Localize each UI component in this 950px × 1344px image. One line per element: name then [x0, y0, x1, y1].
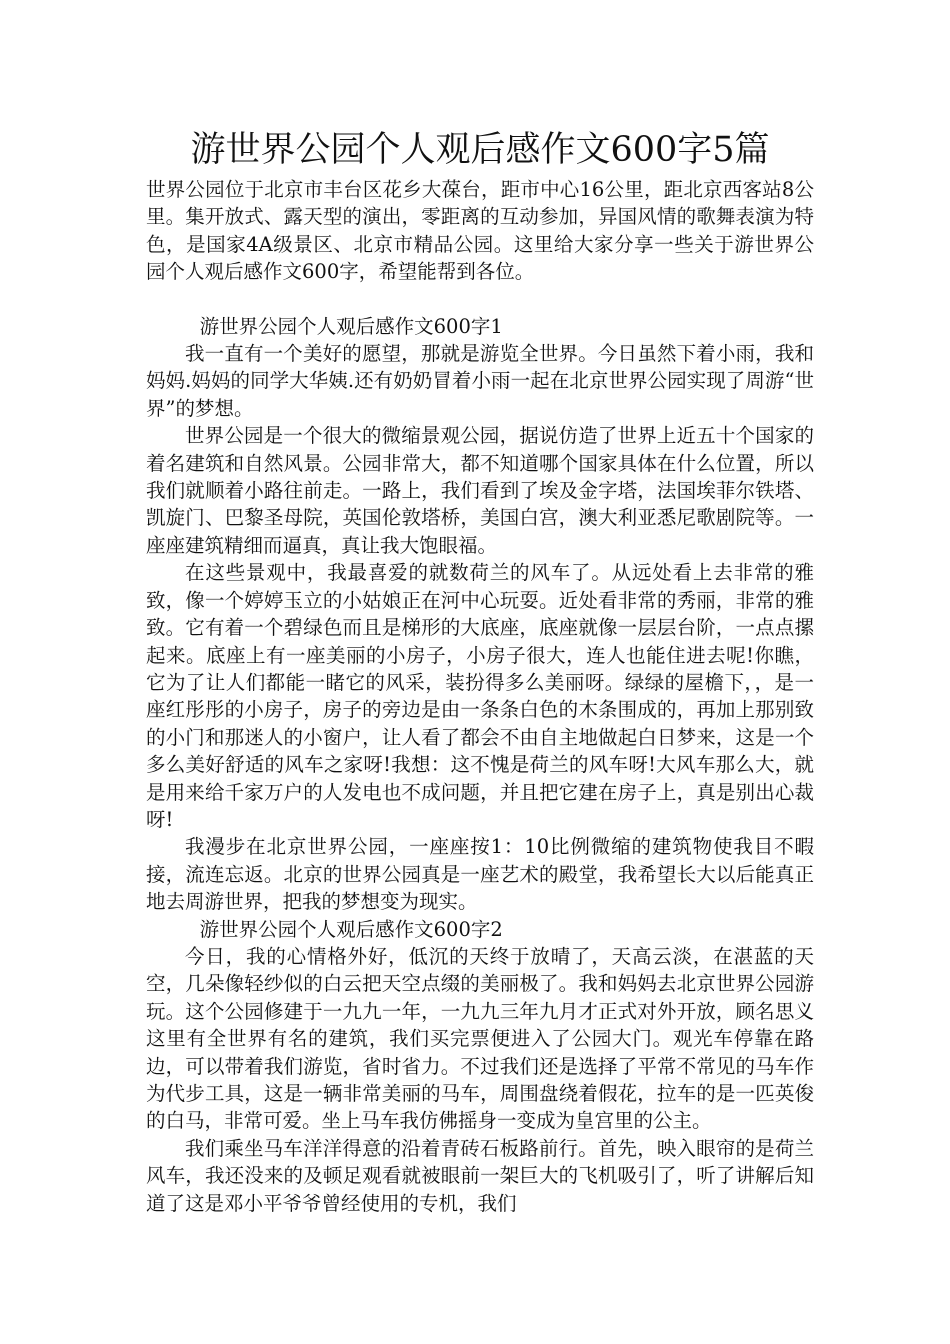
section-2-heading: 游世界公园个人观后感作文600字2: [199, 917, 503, 941]
section-2-paragraph-2: 我们乘坐马车洋洋得意的沿着青砖石板路前行。首先，映入眼帘的是荷兰风车，我还没来的及顿足观看就被眼前一架巨大的飞机吸引了，听了讲解后知道了这是邓小平爷爷曾经使用的专机，我们: [146, 1136, 814, 1215]
intro-paragraph: 世界公园位于北京市丰台区花乡大葆台，距市中心16公里，距北京西客站8公里。集开放式、露天型的演出，零距离的互动参加，异国风情的歌舞表演为特色，是国家4A级景区、北京市精品公园。这里给大家分享一些关于游世界公园个人观后感作文600字，希望能帮到各位。: [146, 178, 814, 284]
paragraph-gap: [146, 286, 814, 313]
section-1-heading: 游世界公园个人观后感作文600字1: [199, 314, 503, 338]
document-title: 游世界公园个人观后感作文600字5篇: [190, 130, 770, 170]
section-2-paragraph-1: 今日，我的心情格外好，低沉的天终于放晴了，天高云淡，在湛蓝的天空，几朵像轻纱似的白云把天空点缀的美丽极了。我和妈妈去北京世界公园游玩。这个公园修建于一九九一年，一九九三年九月才正式对外开放，顾名思义这里有全世界有名的建筑，我们买完票便进入了公园大门。观光车停靠在路边，可以带着我们游览，省时省力。不过我们还是选择了平常不常见的马车作为代步工具，这是一辆非常美丽的马车，周围盘绕着假花，拉车的是一匹英俊的白马，非常可爱。坐上马车我仿佛摇身一变成为皇宫里的公主。: [146, 944, 814, 1133]
section-1-paragraph-2: 世界公园是一个很大的微缩景观公园，据说仿造了世界上近五十个国家的着名建筑和自然风景。公园非常大，都不知道哪个国家具体在什么位置，所以我们就顺着小路往前走。一路上，我们看到了埃及金字塔，法国埃菲尔铁塔、凯旋门、巴黎圣母院，英国伦敦塔桥，美国白宫，澳大利亚悉尼歌剧院等。一座座建筑精细而逼真，真让我大饱眼福。: [146, 424, 814, 557]
section-1-paragraph-3: 在这些景观中，我最喜爱的就数荷兰的风车了。从远处看上去非常的雅致，像一个婷婷玉立的小姑娘正在河中心玩耍。近处看非常的秀丽，非常的雅致。它有着一个碧绿色而且是梯形的大底座，底座就像一层层台阶，一点点摞起来。底座上有一座美丽的小房子，小房子很大，连人也能住进去呢!你瞧，它为了让人们都能一睹它的风采，装扮得多么美丽呀。绿绿的屋檐下，，是一座红彤彤的小房子，房子的旁边是由一条条白色的木条围成的，再加上那别致的小门和那迷人的小窗户，让人看了都会不由自主地做起白日梦来，这是一个多么美好舒适的风车之家呀!我想：这不愧是荷兰的风车呀!大风车那么大，就是用来给千家万户的人发电也不成问题，并且把它建在房子上，真是别出心裁呀!: [146, 561, 814, 831]
document-page: [146, 128, 814, 1217]
section-1-paragraph-1: 我一直有一个美好的愿望，那就是游览全世界。今日虽然下着小雨，我和妈妈.妈妈的同学大华姨.还有奶奶冒着小雨一起在北京世界公园实现了周游“世界”的梦想。: [146, 342, 814, 420]
section-1-paragraph-4: 我漫步在北京世界公园，一座座按1：10比例微缩的建筑物使我目不暇接，流连忘返。北京的世界公园真是一座艺术的殿堂，我希望长大以后能真正地去周游世界，把我的梦想变为现实。: [146, 835, 814, 914]
